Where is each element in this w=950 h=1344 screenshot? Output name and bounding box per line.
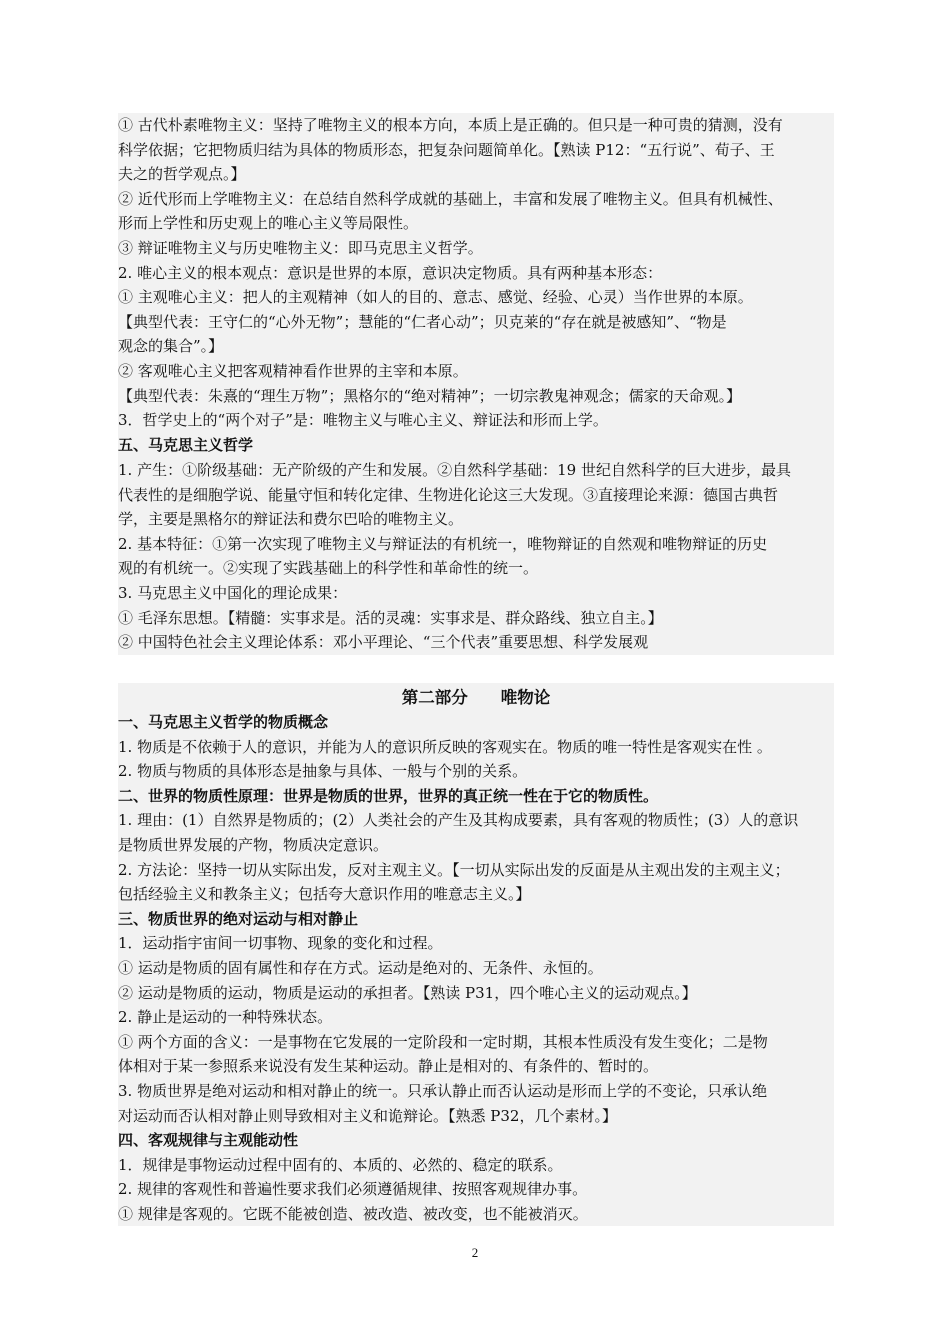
text-line: 科学依据；它把物质归结为具体的物质形态，把复杂问题简单化。【熟读 P12：“五行说”、荀子、王: [118, 138, 834, 163]
text-line: 3. 马克思主义中国化的理论成果：: [118, 581, 834, 606]
text-line: 观的有机统一。②实现了实践基础上的科学性和革命性的统一。: [118, 556, 834, 581]
text-line: 【典型代表：王守仁的“心外无物”；慧能的“仁者心动”；贝克莱的“存在就是被感知”、“物是: [118, 310, 834, 335]
text-line: 体相对于某一参照系来说没有发生某种运动。静止是相对的、有条件的、暂时的。: [118, 1054, 834, 1079]
text-line: ① 规律是客观的。它既不能被创造、被改造、被改变，也不能被消灭。: [118, 1202, 834, 1227]
text-line: ① 毛泽东思想。【精髓：实事求是。活的灵魂：实事求是、群众路线、独立自主。】: [118, 606, 834, 631]
text-line: 1. 产生：①阶级基础：无产阶级的产生和发展。②自然科学基础：19 世纪自然科学的巨大进步，最具: [118, 458, 834, 483]
text-line: 1. 物质是不依赖于人的意识，并能为人的意识所反映的客观实在。物质的唯一特性是客观实在性 。: [118, 735, 834, 760]
text-line: 1．运动指宇宙间一切事物、现象的变化和过程。: [118, 931, 834, 956]
section-marxist-philosophy: [118, 458, 834, 655]
text-line: 2. 物质与物质的具体形态是抽象与具体、一般与个别的关系。: [118, 759, 834, 784]
text-line: ③ 辩证唯物主义与历史唯物主义：即马克思主义哲学。: [118, 236, 834, 261]
text-line: 形而上学性和历史观上的唯心主义等局限性。: [118, 211, 834, 236]
text-line: 2. 方法论：坚持一切从实际出发，反对主观主义。【一切从实际出发的反面是从主观出发的主观主义；: [118, 858, 834, 883]
text-line: 2. 静止是运动的一种特殊状态。: [118, 1005, 834, 1030]
part-title-text: 第二部分 唯物论: [401, 688, 551, 707]
text-line: 2. 基本特征：①第一次实现了唯物主义与辩证法的有机统一，唯物辩证的自然观和唯物辩证的历史: [118, 532, 834, 557]
text-line: 学，主要是黑格尔的辩证法和费尔巴哈的唯物主义。: [118, 507, 834, 532]
text-line: ① 古代朴素唯物主义：坚持了唯物主义的根本方向，本质上是正确的。但只是一种可贵的猜测，没有: [118, 113, 834, 138]
section-materialism: [118, 710, 834, 1226]
text-line: 对运动而否认相对静止则导致相对主义和诡辩论。【熟悉 P32，几个素材。】: [118, 1104, 834, 1129]
text-line: 代表性的是细胞学说、能量守恒和转化定律、生物进化论这三大发现。③直接理论来源：德国古典哲: [118, 483, 834, 508]
page-number: 2: [471, 1245, 479, 1260]
heading-marxist-philosophy-block: [118, 433, 834, 458]
text-line: 3．哲学史上的“两个对子”是：唯物主义与唯心主义、辩证法和形而上学。: [118, 408, 834, 433]
text-line: 1．规律是事物运动过程中固有的、本质的、必然的、稳定的联系。: [118, 1153, 834, 1178]
text-line: 三、物质世界的绝对运动与相对静止: [118, 907, 834, 932]
section-materialism-forms: [118, 113, 834, 433]
text-line: 3. 物质世界是绝对运动和相对静止的统一。只承认静止而否认运动是形而上学的不变论，只承认绝: [118, 1079, 834, 1104]
text-line: ② 运动是物质的运动，物质是运动的承担者。【熟读 P31，四个唯心主义的运动观点。】: [118, 981, 834, 1006]
text-line: 2. 唯心主义的根本观点：意识是世界的本原，意识决定物质。具有两种基本形态：: [118, 261, 834, 286]
text-line: 观念的集合”。】: [118, 334, 834, 359]
heading-marxist-philosophy: 五、马克思主义哲学: [118, 433, 834, 458]
text-line: ① 两个方面的含义：一是事物在它发展的一定阶段和一定时期，其根本性质没有发生变化；二是物: [118, 1030, 834, 1055]
text-line: 一、马克思主义哲学的物质概念: [118, 710, 834, 735]
text-line: 【典型代表：朱熹的“理生万物”；黑格尔的“绝对精神”；一切宗教鬼神观念；儒家的天命观。】: [118, 384, 834, 409]
text-line: 四、客观规律与主观能动性: [118, 1128, 834, 1153]
text-line: ② 客观唯心主义把客观精神看作世界的主宰和本原。: [118, 359, 834, 384]
text-line: 是物质世界发展的产物，物质决定意识。: [118, 833, 834, 858]
part-title: [118, 683, 834, 713]
text-line: 二、世界的物质性原理：世界是物质的世界，世界的真正统一性在于它的物质性。: [118, 784, 834, 809]
text-line: ② 近代形而上学唯物主义：在总结自然科学成就的基础上，丰富和发展了唯物主义。但具有机械性、: [118, 187, 834, 212]
text-line: ① 运动是物质的固有属性和存在方式。运动是绝对的、无条件、永恒的。: [118, 956, 834, 981]
text-line: 2. 规律的客观性和普遍性要求我们必须遵循规律、按照客观规律办事。: [118, 1177, 834, 1202]
text-line: 夫之的哲学观点。】: [118, 162, 834, 187]
text-line: ① 主观唯心主义：把人的主观精神（如人的目的、意志、感觉、经验、心灵）当作世界的本原。: [118, 285, 834, 310]
text-line: 包括经验主义和教条主义；包括夸大意识作用的唯意志主义。】: [118, 882, 834, 907]
text-line: ② 中国特色社会主义理论体系：邓小平理论、“三个代表”重要思想、科学发展观: [118, 630, 834, 655]
text-line: 1. 理由：(1）自然界是物质的；(2）人类社会的产生及其构成要素，具有客观的物质性；(3）人的意识: [118, 808, 834, 833]
